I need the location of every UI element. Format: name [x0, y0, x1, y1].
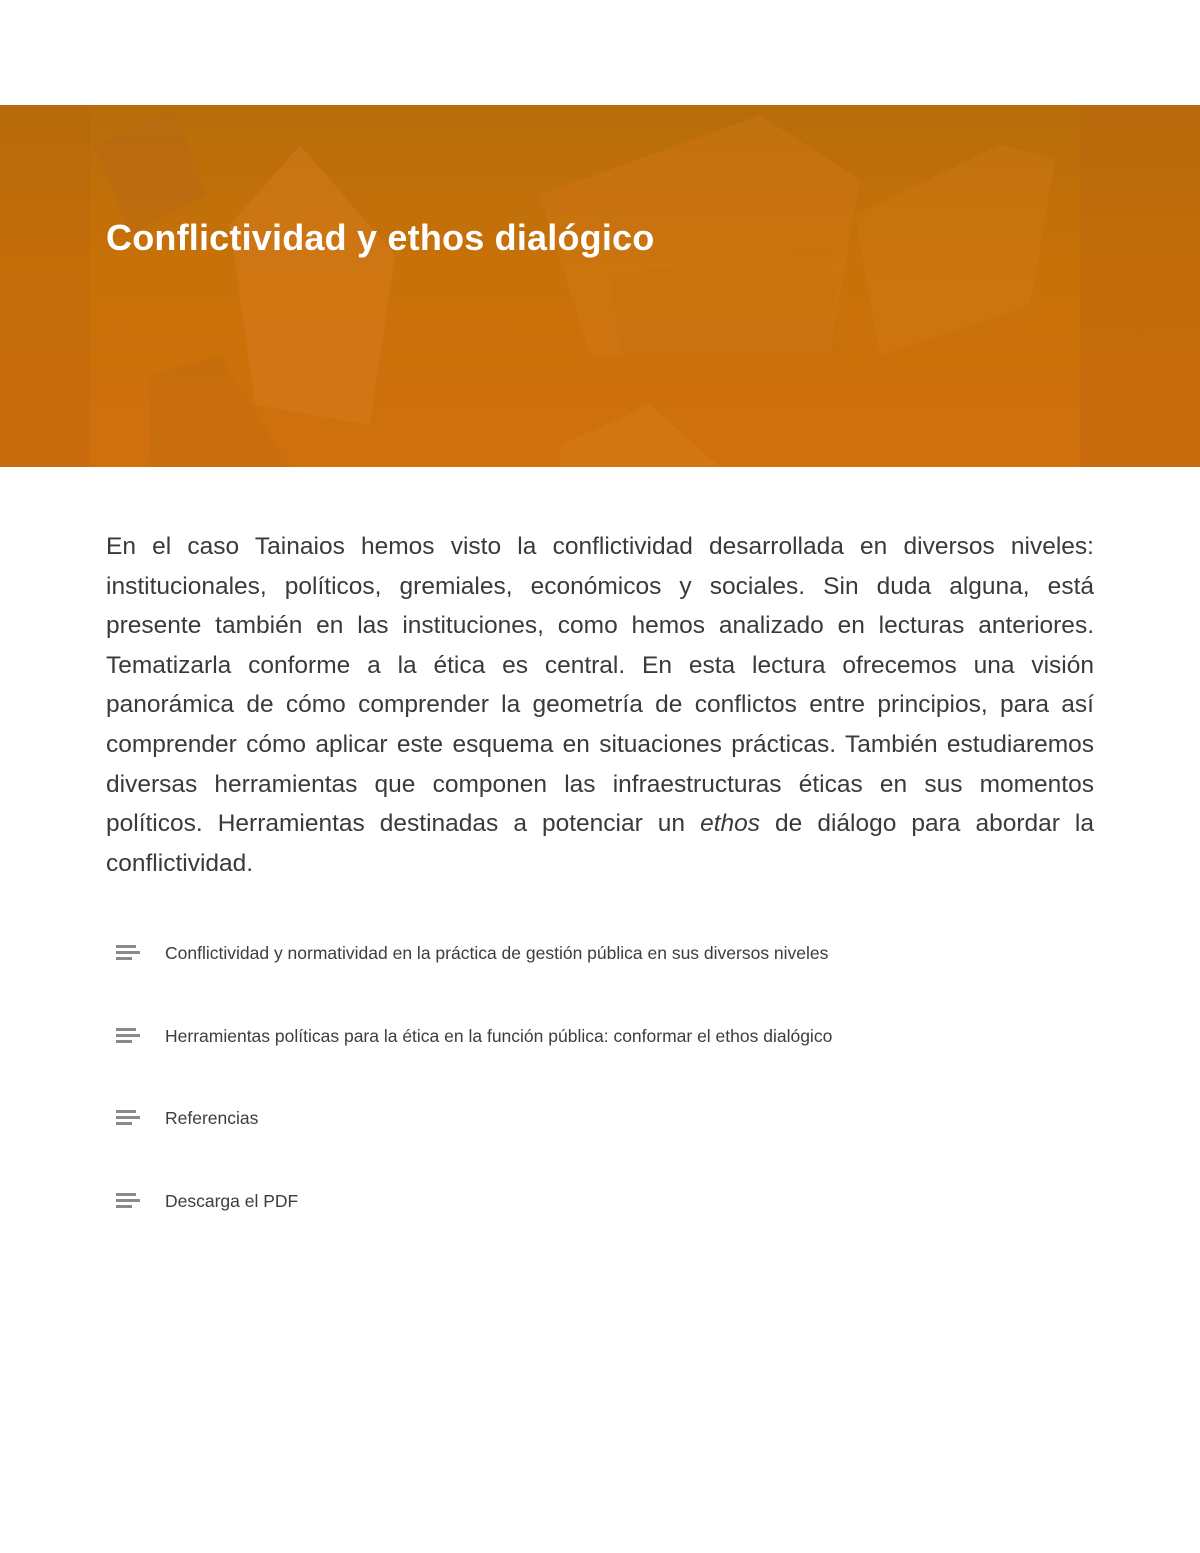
header-banner — [0, 105, 1200, 467]
intro-text-before: En el caso Tainaios hemos visto la conflictividad desarrollada en diversos niveles: institucionales, políticos, gremiales, económicos y sociales. Sin duda alguna, está presente también en las instituciones, como hemos analizado en lecturas anteriores. Tematizarla conforme a la ética es central. En esta lectura ofrecemos una visión panorámica de cómo comprender la geometría de conflictos entre principios, para así comprender cómo aplicar este esquema en situaciones prácticas. También estudiaremos diversas herramientas que componen las infraestructuras éticas en sus momentos políticos. Herramientas destinadas a potenciar un — [106, 533, 1094, 838]
list-lines-icon — [114, 1108, 140, 1128]
toc-item-descarga-pdf[interactable] — [114, 1186, 298, 1216]
toc-item-label: Herramientas políticas para la ética en la función pública: conformar el ethos dialógico — [165, 1025, 833, 1046]
toc-item-referencias[interactable] — [114, 1103, 258, 1133]
list-lines-icon — [114, 943, 140, 963]
toc-item-herramientas[interactable] — [114, 1021, 832, 1051]
banner-background-image — [0, 105, 1200, 467]
intro-emphasis: ethos — [700, 810, 761, 838]
toc-item-label: Descarga el PDF — [165, 1190, 299, 1211]
toc-item-label: Referencias — [165, 1107, 259, 1128]
list-lines-icon — [114, 1191, 140, 1211]
list-lines-icon — [114, 1026, 140, 1046]
toc-item-label: Conflictividad y normatividad en la práctica de gestión pública en sus diversos niveles — [165, 942, 829, 963]
toc-item-conflictividad[interactable] — [114, 938, 828, 968]
page-title: Conflictividad y ethos dialógico — [106, 217, 655, 258]
intro-text-after: de diálogo para abordar la conflictividad. — [106, 810, 1094, 877]
intro-paragraph — [106, 527, 1094, 883]
